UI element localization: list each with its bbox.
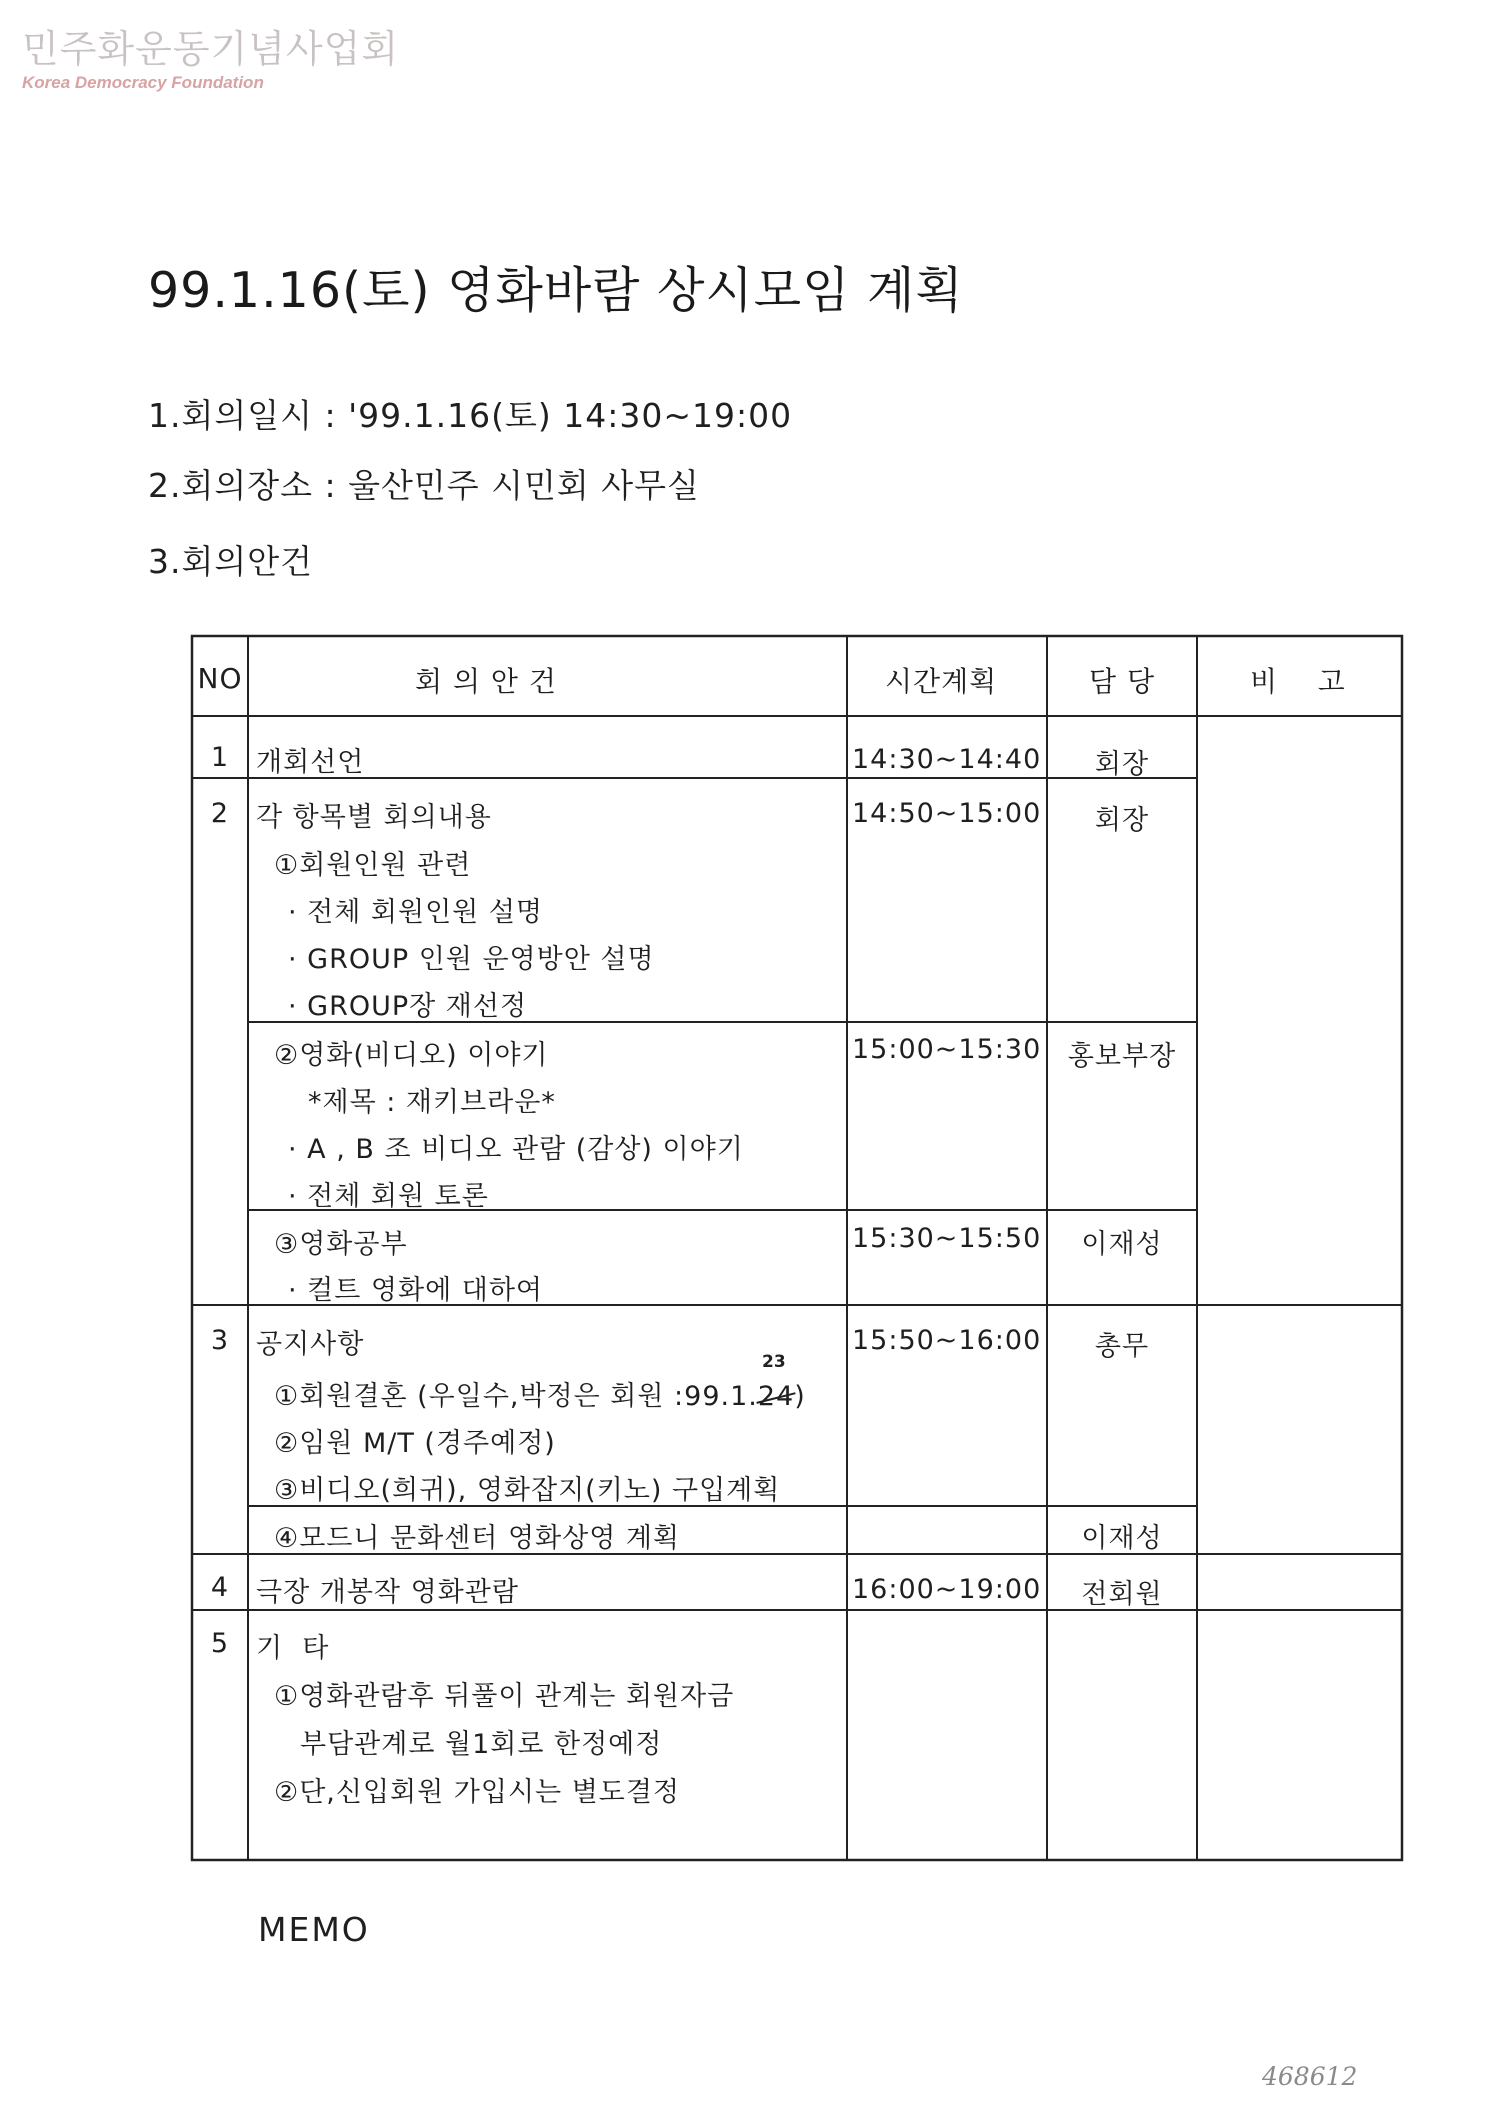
row5-agenda: 기 타 — [256, 1633, 330, 1664]
document-number: 468612 — [1262, 2062, 1358, 2091]
row3b-agenda: ④모드니 문화센터 영화상영 계획 — [274, 1523, 681, 1554]
row2b-line-1: *제목 : 재키브라운* — [308, 1087, 556, 1118]
row3-no: 3 — [210, 1325, 230, 1356]
row2c-responsible: 이재성 — [1081, 1229, 1163, 1260]
row2c-time: 15:30~15:50 — [852, 1223, 1042, 1254]
row3-line-3: ③비디오(희귀), 영화잡지(키노) 구입계획 — [274, 1475, 781, 1506]
row4-responsible: 전회원 — [1081, 1579, 1163, 1610]
header-responsible: 담 당 — [1089, 665, 1155, 698]
header-time: 시간계획 — [885, 665, 998, 698]
row5-line-2: 부담관계로 월1회로 한정예정 — [300, 1729, 663, 1760]
row4-agenda: 극장 개봉작 영화관람 — [256, 1577, 519, 1608]
row2b-line-3: · 전체 회원 토론 — [288, 1181, 489, 1212]
row2-responsible: 회장 — [1094, 805, 1150, 836]
row2-agenda: 각 항목별 회의내용 — [256, 802, 492, 833]
document-title: 99.1.16(토) 영화바람 상시모임 계획 — [148, 262, 964, 319]
row4-no: 4 — [210, 1572, 230, 1603]
row3-notice-1 — [274, 1374, 806, 1413]
row3-notice-1-text: ①회원결혼 (우일수,박정은 회원 :99.1. — [274, 1381, 758, 1412]
meeting-datetime: 1.회의일시 : '99.1.16(토) 14:30~19:00 — [148, 396, 793, 435]
row3-responsible: 총무 — [1094, 1331, 1150, 1362]
meeting-place: 2.회의장소 : 울산민주 시민회 사무실 — [148, 466, 700, 505]
row2c-agenda: ③영화공부 — [274, 1229, 408, 1260]
row2-line-1: ①회원인원 관련 — [274, 850, 472, 881]
row3-notice-1-struck: 24 — [757, 1381, 795, 1412]
row5-line-3: ②단,신입회원 가입시는 별도결정 — [274, 1777, 681, 1808]
row2b-agenda: ②영화(비디오) 이야기 — [274, 1040, 549, 1071]
row5-line-1: ①영화관람후 뒤풀이 관계는 회원자금 — [274, 1681, 735, 1712]
row3b-responsible: 이재성 — [1081, 1523, 1163, 1554]
row3-time: 15:50~16:00 — [852, 1325, 1042, 1356]
header-agenda: 회 의 안 건 — [415, 665, 557, 698]
row1-time: 14:30~14:40 — [852, 744, 1042, 775]
row2c-line-1: · 컬트 영화에 대하여 — [288, 1275, 543, 1306]
row2-time: 14:50~15:00 — [852, 798, 1042, 829]
row2-line-3: · GROUP 인원 운영방안 설명 — [288, 944, 655, 975]
memo-label: MEMO — [258, 1910, 370, 1949]
row2-no: 2 — [210, 798, 230, 829]
row3-line-2: ②임원 M/T (경주예정) — [274, 1428, 556, 1459]
row1-agenda: 개회선언 — [256, 747, 365, 778]
header-no: NO — [197, 662, 243, 695]
row2b-line-2: · A , B 조 비디오 관람 (감상) 이야기 — [288, 1134, 744, 1165]
row2b-responsible: 홍보부장 — [1067, 1041, 1177, 1072]
row4-time: 16:00~19:00 — [852, 1574, 1042, 1605]
meeting-agenda-label: 3.회의안건 — [148, 542, 313, 581]
logo-korean: 민주화운동기념사업회 — [22, 27, 400, 71]
row1-no: 1 — [210, 742, 230, 773]
logo-english: Korea Democracy Foundation — [22, 73, 264, 92]
header-note: 비 고 — [1250, 665, 1346, 698]
row5-no: 5 — [210, 1628, 230, 1659]
row2-line-4: · GROUP장 재선정 — [288, 991, 528, 1022]
row3-notice-1-close: ) — [794, 1381, 806, 1412]
row3-agenda: 공지사항 — [256, 1329, 365, 1360]
row2b-time: 15:00~15:30 — [852, 1034, 1042, 1065]
row2-line-2: · 전체 회원인원 설명 — [288, 897, 543, 928]
row3-notice-1-correction: 23 — [762, 1352, 786, 1372]
row1-responsible: 회장 — [1094, 749, 1150, 780]
